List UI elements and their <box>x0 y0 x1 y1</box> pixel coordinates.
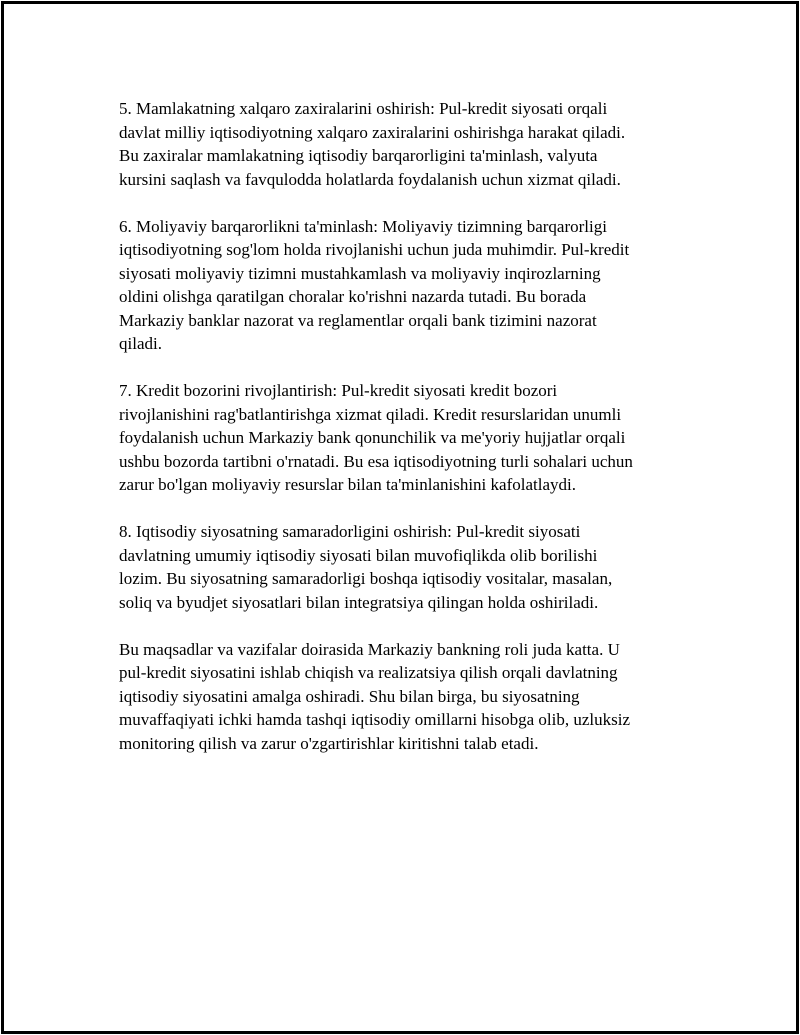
paragraph-6-financial-stability <box>119 215 689 356</box>
text-line: 7. Kredit bozorini rivojlantirish: Pul-kredit siyosati kredit bozori <box>119 381 558 400</box>
text-line: ushbu bozorda tartibni o'rnatadi. Bu esa iqtisodiyotning turli sohalari uchun <box>119 451 633 471</box>
paragraph-8-policy-efficiency <box>119 520 689 614</box>
text-line: monitoring qilish va zarur o'zgartirishlar kiritishni talab etadi. <box>119 733 539 753</box>
text-line: pul-kredit siyosatini ishlab chiqish va realizatsiya qilish orqali davlatning <box>119 663 618 682</box>
text-line: siyosati moliyaviy tizimni mustahkamlash va moliyaviy inqirozlarning <box>119 263 601 283</box>
text-line: oldini olishga qaratilgan choralar ko'rishni nazarda tutadi. Bu borada <box>119 287 587 306</box>
text-line: muvaffaqiyati ichki hamda tashqi iqtisodiy omillarni hisobga olib, uzluksiz <box>119 710 631 729</box>
text-line: 6. Moliyaviy barqarorlikni ta'minlash: Moliyaviy tizimning barqarorligi <box>119 216 607 236</box>
text-line: rivojlanishini rag'batlantirishga xizmat qiladi. Kredit resurslaridan unumli <box>119 404 622 424</box>
text-line: zarur bo'lgan moliyaviy resurslar bilan ta'minlanishini kafolatlaydi. <box>119 475 576 494</box>
text-line: Bu maqsadlar va vazifalar doirasida Markaziy bankning roli juda katta. U <box>119 639 620 659</box>
text-line: davlatning umumiy iqtisodiy siyosati bilan muvofiqlikda olib borilishi <box>119 545 598 565</box>
text-line: qiladi. <box>119 334 162 353</box>
document-body <box>119 97 689 779</box>
paragraph-conclusion <box>119 638 689 756</box>
text-line: foydalanish uchun Markaziy bank qonunchilik va me'yoriy hujjatlar orqali <box>119 428 626 447</box>
text-line: iqtisodiyotning sog'lom holda rivojlanishi uchun juda muhimdir. Pul-kredit <box>119 240 630 259</box>
text-line: 8. Iqtisodiy siyosatning samaradorligini oshirish: Pul-kredit siyosati <box>119 522 581 541</box>
text-line: davlat milliy iqtisodiyotning xalqaro zaxiralarini oshirishga harakat qiladi. <box>119 122 626 142</box>
text-line: 5. Mamlakatning xalqaro zaxiralarini oshirish: Pul-kredit siyosati orqali <box>119 99 608 118</box>
text-line: Bu zaxiralar mamlakatning iqtisodiy barqarorligini ta'minlash, valyuta <box>119 146 598 165</box>
text-line: Markaziy banklar nazorat va reglamentlar orqali bank tizimini nazorat <box>119 310 597 330</box>
text-line: soliq va byudjet siyosatlari bilan integratsiya qilingan holda oshiriladi. <box>119 592 599 612</box>
document-page <box>1 1 799 1034</box>
paragraph-7-credit-market <box>119 379 689 497</box>
paragraph-5-international-reserves <box>119 97 689 191</box>
text-line: iqtisodiy siyosatini amalga oshiradi. Shu bilan birga, bu siyosatning <box>119 686 580 706</box>
text-line: kursini saqlash va favqulodda holatlarda foydalanish uchun xizmat qiladi. <box>119 169 621 189</box>
text-line: lozim. Bu siyosatning samaradorligi boshqa iqtisodiy vositalar, masalan, <box>119 569 613 588</box>
